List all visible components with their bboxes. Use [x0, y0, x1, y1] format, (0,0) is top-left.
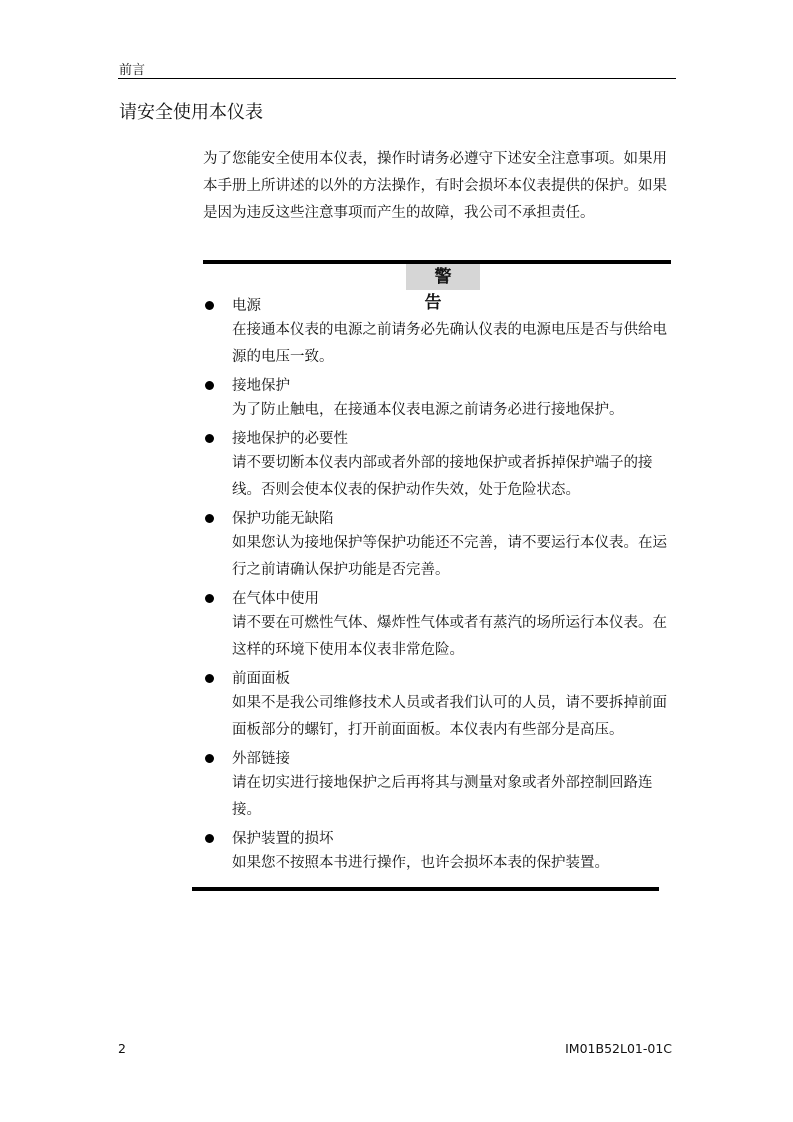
- item-text: 如果不是我公司维修技术人员或者我们认可的人员，请不要拆掉前面面板部分的螺钉，打开前面面板。本仪表内有些部分是高压。: [232, 695, 667, 738]
- item-heading: 保护功能无缺陷: [232, 511, 334, 527]
- warning-item-grounding: [204, 375, 674, 424]
- warning-item-gas: [204, 588, 674, 664]
- warning-item-grounding-necessity: [204, 428, 674, 504]
- bullet-icon: [205, 594, 214, 603]
- bullet-icon: [205, 514, 214, 523]
- bullet-icon: [205, 381, 214, 390]
- item-text: 在接通本仪表的电源之前请务必先确认仪表的电源电压是否与供给电源的电压一致。: [232, 322, 667, 365]
- item-heading: 保护装置的损坏: [232, 831, 334, 847]
- bullet-icon: [205, 674, 214, 683]
- running-head: 前言: [119, 63, 146, 78]
- warning-bottom-rule: [192, 887, 659, 891]
- warning-item-power: [204, 295, 674, 371]
- warning-item-front-panel: [204, 668, 674, 744]
- item-text: 请在切实进行接地保护之后再将其与测量对象或者外部控制回路连接。: [232, 775, 653, 818]
- item-text: 请不要在可燃性气体、爆炸性气体或者有蒸汽的场所运行本仪表。在这样的环境下使用本仪表非常危险。: [232, 615, 667, 658]
- item-heading: 前面面板: [232, 671, 290, 687]
- warning-item-protection-damage: [204, 828, 674, 877]
- item-heading: 接地保护: [232, 378, 290, 394]
- page-title: 请安全使用本仪表: [119, 102, 263, 123]
- page-number: 2: [118, 1041, 126, 1056]
- bullet-icon: [205, 834, 214, 843]
- item-heading: 在气体中使用: [232, 591, 319, 607]
- warning-item-protection: [204, 508, 674, 584]
- item-heading: 外部链接: [232, 751, 290, 767]
- warning-label: 警 告: [406, 264, 480, 290]
- bullet-icon: [205, 754, 214, 763]
- item-text: 为了防止触电，在接通本仪表电源之前请务必进行接地保护。: [232, 402, 624, 418]
- bullet-icon: [205, 434, 214, 443]
- item-text: 请不要切断本仪表内部或者外部的接地保护或者拆掉保护端子的接线。否则会使本仪表的保护动作失效，处于危险状态。: [232, 455, 653, 498]
- intro-paragraph: 为了您能安全使用本仪表，操作时请务必遵守下述安全注意事项。如果用本手册上所讲述的以外的方法操作，有时会损坏本仪表提供的保护。如果是因为违反这些注意事项而产生的故障，我公司不承担责任。: [203, 151, 667, 221]
- item-heading: 电源: [232, 298, 261, 314]
- bullet-icon: [205, 301, 214, 310]
- header-rule: [118, 78, 676, 79]
- document-code: IM01B52L01-01C: [565, 1041, 672, 1056]
- item-text: 如果您不按照本书进行操作，也许会损坏本表的保护装置。: [232, 855, 609, 871]
- warning-list: [204, 295, 674, 881]
- item-text: 如果您认为接地保护等保护功能还不完善，请不要运行本仪表。在运行之前请确认保护功能是否完善。: [232, 535, 667, 578]
- warning-item-external-link: [204, 748, 674, 824]
- item-heading: 接地保护的必要性: [232, 431, 348, 447]
